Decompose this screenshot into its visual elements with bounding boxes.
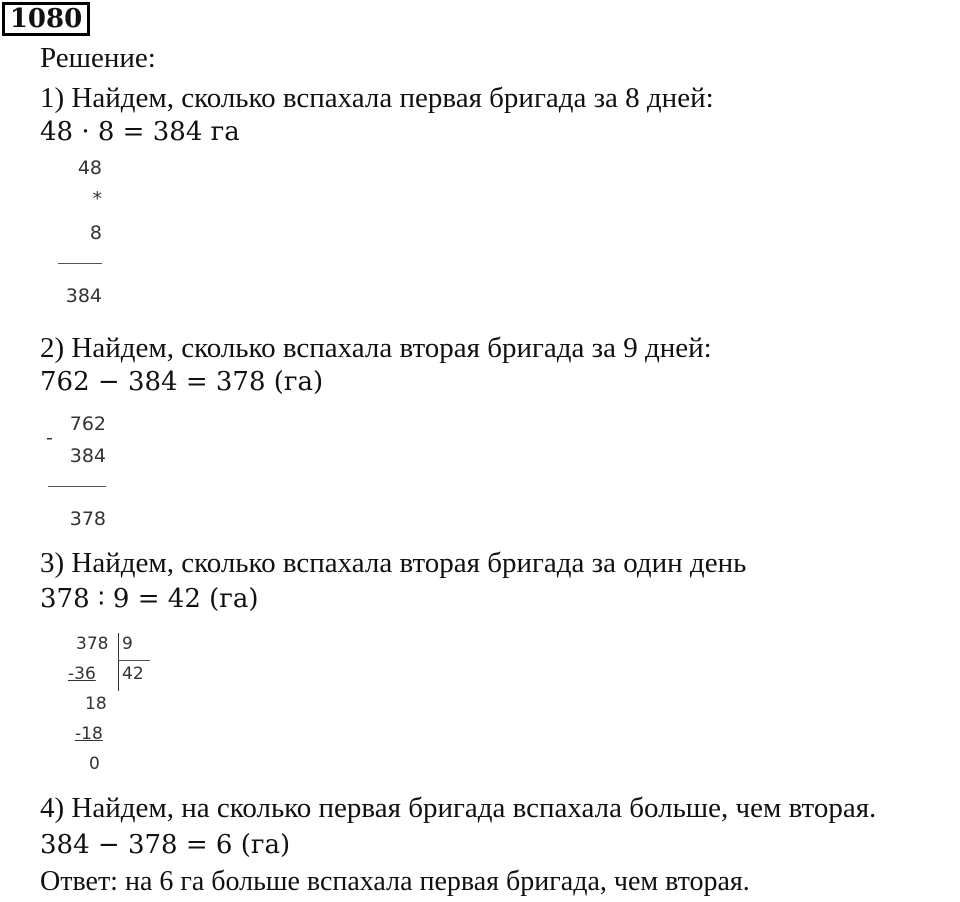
div-subtrahend-1: -36 — [68, 664, 96, 684]
mult-top: 48 — [77, 157, 102, 179]
sub-sign: - — [46, 427, 53, 449]
div-subtrahend-2: -18 — [75, 724, 103, 744]
step-1-text: 1) Найдем, сколько вспахала первая бригада за 8 дней: — [40, 82, 714, 114]
step-4-text: 4) Найдем, на сколько первая бригада вспахала больше, чем вторая. — [40, 792, 877, 824]
sub-result: 378 — [69, 508, 106, 530]
div-divisor: 9 — [122, 634, 133, 654]
step-4-equation: 384 − 378 = 6 (га) — [40, 830, 291, 860]
div-remainder-2: 0 — [89, 754, 100, 774]
step-3-equation: 378 ∶ 9 = 42 (га) — [40, 584, 259, 614]
div-quotient-rule — [118, 660, 150, 661]
mult-rule — [58, 263, 102, 264]
sub-bottom: 384 — [69, 445, 106, 467]
answer-line: Ответ: на 6 га больше вспахала первая бригада, чем вторая. — [40, 866, 750, 897]
div-bracket — [118, 633, 119, 691]
step-3-text: 3) Найдем, сколько вспахала вторая бригада за один день — [40, 547, 747, 579]
solution-label: Решение: — [40, 42, 156, 74]
mult-sign: * — [92, 188, 102, 210]
step-2-text: 2) Найдем, сколько вспахала вторая бригада за 9 дней: — [40, 332, 712, 364]
mult-result: 384 — [65, 285, 102, 307]
step-1-equation: 48 · 8 = 384 га — [40, 117, 240, 147]
step-2-equation: 762 − 384 = 378 (га) — [40, 367, 324, 397]
div-remainder-1: 18 — [85, 694, 107, 714]
problem-number-box: 1080 — [2, 2, 90, 36]
div-dividend: 378 — [76, 634, 109, 654]
sub-rule — [48, 486, 106, 487]
div-quotient: 42 — [122, 664, 144, 684]
mult-bottom: 8 — [89, 222, 102, 244]
sub-top: 762 — [69, 413, 106, 435]
